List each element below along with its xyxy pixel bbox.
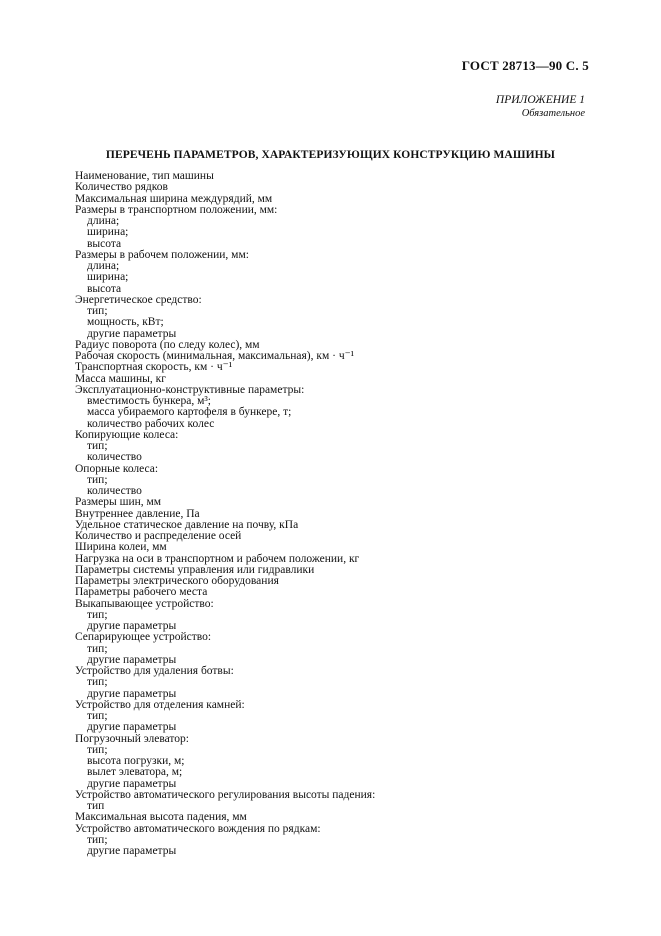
parameter-sub-item: другие параметры (87, 721, 177, 734)
parameter-sub-item: вместимость бункера, м³; (87, 395, 211, 407)
parameter-sub-item: другие параметры (87, 777, 177, 790)
parameter-sub-item: высота (87, 237, 122, 250)
parameter-sub-item: другие параметры (87, 687, 177, 700)
parameter-item: Рабочая скорость (минимальная, максимальная), км · ч⁻¹ (75, 350, 355, 362)
parameter-sub-item: тип; (87, 440, 108, 452)
parameter-item: Наименование, тип машины (75, 170, 214, 182)
parameter-sub-item: тип; (87, 473, 108, 486)
parameter-sub-item: тип; (87, 833, 108, 846)
parameter-item: Копирующие колеса: (75, 428, 179, 441)
parameter-item: Нагрузка на оси в транспортном и рабочем положении, кг (75, 552, 360, 565)
parameter-sub-item: ширина; (87, 226, 129, 239)
parameter-sub-item: количество (87, 451, 142, 464)
parameter-item: Опорные колеса: (75, 462, 159, 475)
parameter-sub-item: ширина; (87, 271, 129, 284)
parameter-item: Устройство автоматического регулирования высоты падения: (75, 788, 376, 801)
parameter-sub-item: тип (87, 800, 105, 812)
parameter-item: Размеры в рабочем положении, мм: (75, 248, 249, 261)
parameter-item: Масса машины, кг (75, 372, 166, 385)
parameter-item: Устройство для отделения камней: (75, 698, 245, 711)
parameter-item: Размеры шин, мм (75, 496, 162, 509)
parameter-sub-item: количество рабочих колес (87, 417, 215, 430)
parameter-item: Максимальная ширина междурядий, мм (75, 192, 273, 205)
parameter-sub-item: длина; (87, 260, 120, 272)
appendix-label: ПРИЛОЖЕНИЕ 1 (495, 94, 585, 106)
parameter-item: Параметры системы управления или гидравлики (75, 563, 315, 576)
document-title: ПЕРЕЧЕНЬ ПАРАМЕТРОВ, ХАРАКТЕРИЗУЮЩИХ КОНСТРУКЦИЮ МАШИНЫ (105, 149, 556, 161)
parameter-item: Погрузочный элеватор: (75, 732, 189, 745)
parameter-sub-item: другие параметры (87, 653, 177, 666)
parameter-sub-item: тип; (87, 642, 108, 655)
parameter-sub-item: высота (87, 282, 122, 295)
parameter-item: Количество рядков (75, 181, 168, 194)
parameter-item: Ширина колеи, мм (75, 541, 167, 554)
page-header: ГОСТ 28713—90 С. 5 (461, 58, 589, 73)
parameter-item: Внутреннее давление, Па (75, 507, 200, 520)
appendix-status: Обязательное (521, 108, 585, 119)
parameter-item: Удельное статическое давление на почву, кПа (75, 518, 299, 531)
parameter-item: Энергетическое средство: (75, 293, 202, 306)
parameter-item: Транспортная скорость, км · ч⁻¹ (75, 361, 233, 374)
parameter-item: Количество и распределение осей (75, 530, 242, 542)
parameter-item: Устройство для удаления ботвы: (75, 665, 234, 677)
parameter-sub-item: тип; (87, 676, 108, 689)
parameter-sub-item: другие параметры (87, 620, 177, 632)
parameter-sub-item: другие параметры (87, 327, 177, 340)
parameter-sub-item: тип; (87, 710, 108, 722)
parameter-item: Параметры рабочего места (75, 586, 208, 599)
parameter-sub-item: тип; (87, 743, 108, 756)
parameter-sub-item: масса убираемого картофеля в бункере, т; (87, 406, 292, 419)
parameter-sub-item: длина; (87, 215, 120, 227)
parameter-list (75, 171, 595, 857)
parameter-item: Параметры электрического оборудования (75, 575, 279, 587)
parameter-sub-item: вылет элеватора, м; (87, 766, 183, 779)
parameter-item: Размеры в транспортном положении, мм: (75, 203, 278, 216)
parameter-item: Максимальная высота падения, мм (75, 811, 247, 824)
parameter-item: Устройство автоматического вождения по рядкам: (75, 822, 321, 835)
appendix-block (496, 93, 585, 121)
parameter-sub-item: мощность, кВт; (87, 316, 164, 329)
parameter-sub-item: высота погрузки, м; (87, 755, 185, 767)
parameter-sub-item: тип; (87, 608, 108, 621)
parameter-item: Эксплуатационно-конструктивные параметры: (75, 383, 305, 396)
parameter-item: Выкапывающее устройство: (75, 597, 214, 610)
parameter-item: Сепарирующее устройство: (75, 631, 212, 644)
parameter-item: Радиус поворота (по следу колес), мм (75, 338, 260, 351)
parameter-sub-item: другие параметры (87, 845, 177, 857)
parameter-sub-item: тип; (87, 305, 108, 317)
parameter-sub-item: количество (87, 485, 142, 497)
